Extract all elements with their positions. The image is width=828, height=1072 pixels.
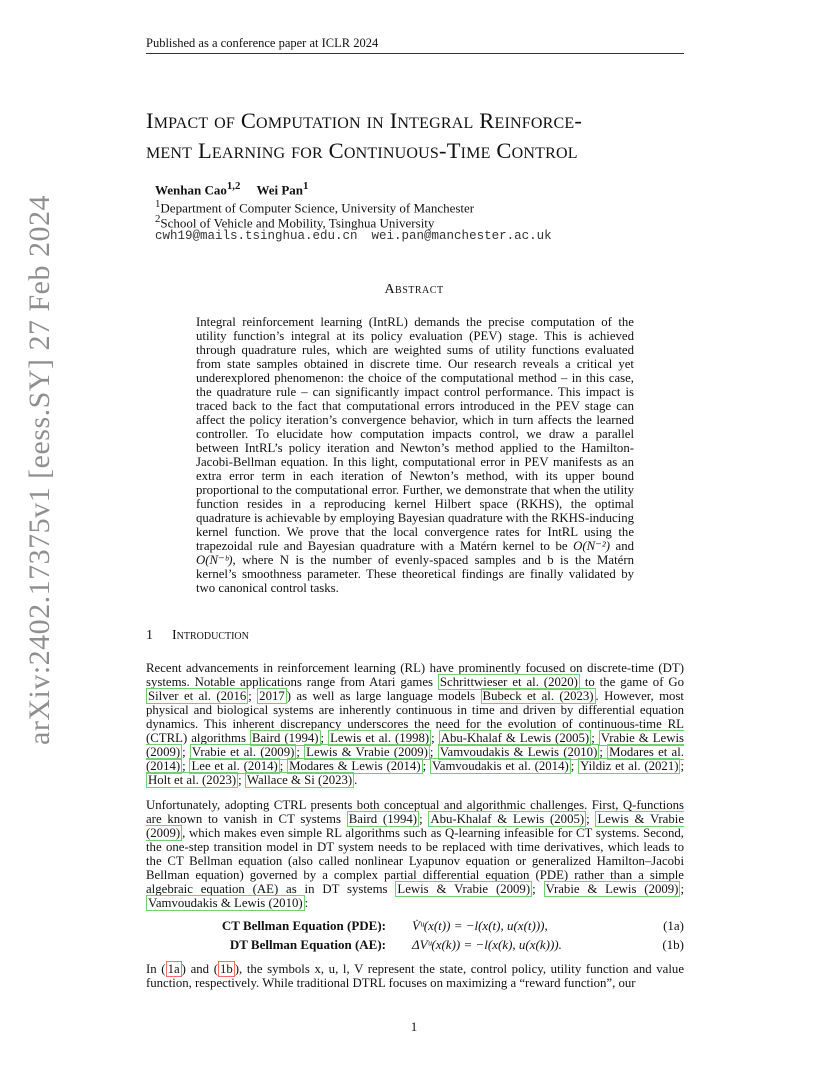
author-1: Wenhan Cao [155, 182, 227, 198]
author-1-affiliation: 1,2 [226, 180, 241, 192]
citation-link[interactable]: Abu-Khalaf & Lewis (2005) [430, 812, 585, 826]
title-line-1: Impact of Computation in Integral Reinforce- [146, 108, 583, 133]
citation-link[interactable]: Baird (1994) [251, 731, 319, 745]
citation-link[interactable]: Lewis et al. (1998) [330, 731, 430, 745]
abstract-text: Integral reinforcement learning (IntRL) demands the precise computation of the utility function’s integral at its policy evaluation (PEV) stage. This is achieved through quadrature rules, which are weighted sums of utility functions evaluated from state samples obtained in discrete time. Our research reveals a critical yet underexplored phenomenon: the choice of the computational method – in this case, the quadrature rule – can significantly impact control performance. This impact is traced back to the fact that computational errors introduced in the PEV stage can affect the policy iteration’s convergence behavior, which in turn affects the learned controller. To elucidate how computation impacts control, we draw a parallel between IntRL’s policy iteration and Newton’s method applied to the Hamilton-Jacobi-Bellman equation. In this light, computational error in PEV manifests as an extra error term in each iteration of Newton’s method, with its upper bound proportional to the computational error. Further, we demonstrate that when the utility function resides in a reproducing kernel Hilbert space (RKHS), the optimal quadrature is achievable by employing Bayesian quadrature with the RKHS-inducing kernel function. We prove that the local convergence rates for IntRL using the trapezoidal rule and Bayesian quadrature with a Matérn kernel to be [196, 315, 634, 553]
citation-link[interactable]: Vrabie et al. (2009) [191, 745, 295, 759]
author-2: Wei Pan [256, 182, 304, 198]
affiliation-1-mark: 1 [155, 198, 161, 210]
paper-title [146, 106, 706, 166]
citation-link[interactable]: Baird (1994) [348, 812, 418, 826]
intro-paragraph-3: In ( 1a ) and ( 1b ), the symbols x, u, l, V represent the state, control policy, utility function and value function, respectively. While traditional DTRL focuses on maximizing a “reward function”, our [146, 962, 684, 990]
citation-link[interactable]: Holt et al. (2023) [148, 773, 237, 787]
title-line-2: ment Learning for Continuous-Time Control [146, 138, 578, 163]
author-list [155, 180, 308, 198]
affiliation-2-mark: 2 [155, 213, 161, 225]
equation-label: DT Bellman Equation (AE): [229, 937, 386, 952]
citation-link[interactable]: Vamvoudakis et al. (2014) [431, 759, 569, 773]
citation-link[interactable]: Vamvoudakis & Lewis (2010) [148, 896, 303, 910]
running-header: Published as a conference paper at ICLR 2024 [146, 36, 379, 50]
header-rule [146, 53, 684, 54]
page-number: 1 [410, 1019, 418, 1034]
equation-number: (1a) [663, 918, 684, 933]
citation-link[interactable]: Vrabie & Lewis (2009) [545, 882, 679, 896]
citation-link[interactable]: Bubeck et al. (2023) [482, 689, 594, 703]
abstract-heading: Abstract [384, 282, 444, 297]
citation-link[interactable]: Vamvoudakis & Lewis (2010) [439, 745, 598, 759]
equation-ref-1b[interactable]: 1b [219, 962, 233, 976]
author-2-affiliation: 1 [303, 180, 309, 192]
citation-link[interactable]: Lewis & Vrabie (2009) [306, 745, 428, 759]
citation-link[interactable]: Yildiz et al. (2021) [580, 759, 679, 773]
equation-1a [146, 918, 684, 934]
arxiv-stamp-text: arXiv:2402.17375v1 [eess.SY] 27 Feb 2024 [23, 195, 56, 745]
citation-link[interactable]: Silver et al. (2016 [148, 689, 247, 703]
citation-link[interactable]: Abu-Khalaf & Lewis (2005) [440, 731, 590, 745]
email-1[interactable]: cwh19@mails.tsinghua.edu.cn [155, 229, 358, 243]
abstract-rate-trapezoidal: O(N⁻²) [573, 539, 610, 553]
email-2[interactable]: wei.pan@manchester.ac.uk [371, 229, 552, 243]
equation-label: CT Bellman Equation (PDE): [221, 918, 386, 933]
citation-link[interactable]: Modares et al. (2014) [146, 745, 684, 773]
abstract-body [196, 315, 634, 595]
abstract-tail: , where N is the number of evenly-spaced samples and b is the Matérn kernel’s smoothness parameter. These theoretical findings are finally validated by two canonical control tasks. [196, 553, 634, 595]
citation-link[interactable]: 2017 [259, 689, 285, 703]
citation-link[interactable]: Lewis & Vrabie (2009) [397, 882, 531, 896]
abstract-connector: and [615, 539, 634, 553]
section-heading [146, 628, 249, 644]
equation-expression: ΔVᵘ(x(k)) = −l(x(k), u(x(k))). [412, 937, 562, 952]
equation-number: (1b) [662, 937, 684, 952]
equation-expression: V̇ᵘ(x(t)) = −l(x(t), u(x(t))), [412, 918, 548, 933]
affiliation-1-text: Department of Computer Science, University of Manchester [160, 200, 475, 216]
citation-link[interactable]: Schrittwieser et al. (2020) [439, 675, 578, 689]
affiliation-2-text: School of Vehicle and Mobility, Tsinghua University [160, 215, 435, 231]
citation-link[interactable]: Lewis & Vrabie (2009) [146, 812, 684, 840]
author-emails [155, 229, 552, 243]
citation-link[interactable]: Wallace & Si (2023) [246, 773, 353, 787]
abstract-rate-bayesian: O(N⁻ᵇ) [196, 553, 233, 567]
citation-link[interactable]: Modares & Lewis (2014) [289, 759, 421, 773]
equation-1b [146, 937, 684, 953]
citation-link[interactable]: Lee et al. (2014) [191, 759, 278, 773]
intro-paragraph-2: Unfortunately, adopting CTRL presents both conceptual and algorithmic challenges. First, Q-functions are known to vanish in CT systems Baird (1994) ; Abu-Khalaf & Lewis (2005) ; Lewis & Vrabie (2009) , which makes even simple RL algorithms such as Q-learning infeasible for CT systems. Second, the one-step transition model in DT system needs to be replaced with time derivatives, which leads to the CT Bellman equation (also called nonlinear Lyapunov equation or generalized Hamilton–Jacobi Bellman equation) governed by a complex partial differential equation (PDE) rather than a simple algebraic equation (AE) as in DT systems Lewis & Vrabie (2009) ; Vrabie & Lewis (2009) ; Vamvoudakis & Lewis (2010) : [146, 798, 684, 910]
intro-paragraph-1: Recent advancements in reinforcement learning (RL) have prominently focused on discrete-time (DT) systems. Notable applications range from Atari games Schrittwieser et al. (2020) to the game of Go Silver et al. (2016 ; 2017 ) as well as large language models Bubeck et al. (2023) . However, most physical and biological systems are inherently continuous in time and driven by differential equation dynamics. This inherent discrepancy underscores the need for the evolution of continuous-time RL (CTRL) algorithms Baird (1994) ; Lewis et al. (1998) ; Abu-Khalaf & Lewis (2005) ; Vrabie & Lewis (2009) ; Vrabie et al. (2009) ; Lewis & Vrabie (2009) ; Vamvoudakis & Lewis (2010) ; Modares et al. (2014) ; Lee et al. (2014) ; Modares & Lewis (2014) ; Vamvoudakis et al. (2014) ; Yildiz et al. (2021) ; Holt et al. (2023) ; Wallace & Si (2023) . [146, 661, 685, 787]
section-title: Introduction [172, 628, 249, 643]
citation-link[interactable]: Vrabie & Lewis (2009) [146, 731, 685, 759]
section-number: 1 [146, 628, 153, 643]
equation-ref-1a[interactable]: 1a [167, 962, 180, 976]
